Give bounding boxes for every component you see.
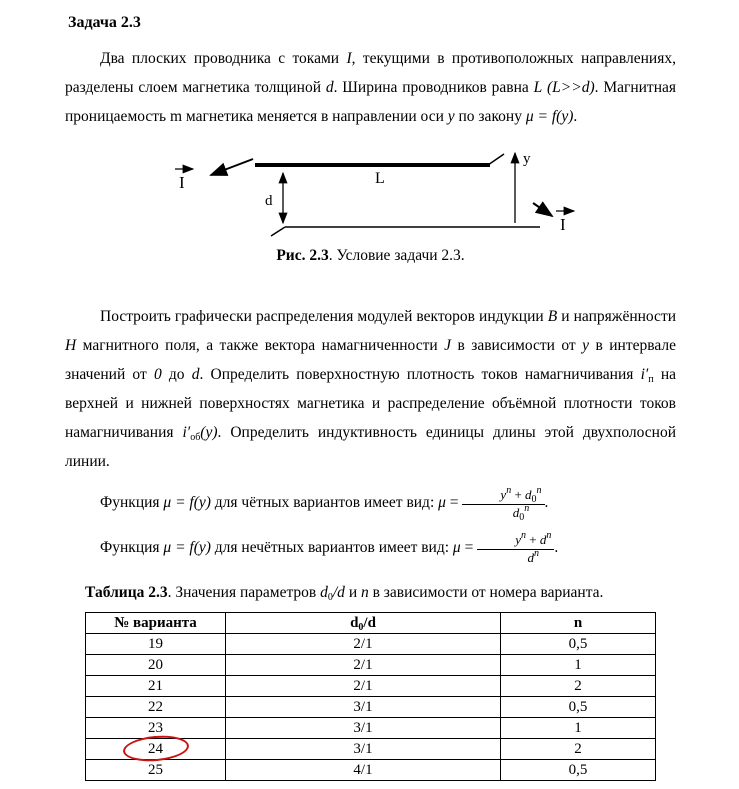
text-run: d xyxy=(512,505,520,520)
text-run: до xyxy=(161,366,192,383)
fraction-odd-numerator xyxy=(477,530,554,550)
text-run: μ = f(y) xyxy=(525,108,574,125)
variants-table-wrap xyxy=(85,612,655,781)
table-cell: 19 xyxy=(86,633,226,654)
text-run: Построить графически распределения модулей векторов индукции xyxy=(100,308,548,325)
text-run: + xyxy=(525,532,540,547)
table-cell: 0,5 xyxy=(501,696,656,717)
L-label: L xyxy=(375,170,385,187)
formula-even-prefix xyxy=(100,494,462,511)
text-run: H xyxy=(65,337,77,354)
text-run: для нечётных вариантов имеет вид: xyxy=(210,538,453,556)
text-run: и xyxy=(344,583,361,601)
text-run: в зависимости от номера варианта. xyxy=(368,583,604,601)
text-run: Функция xyxy=(100,494,164,511)
text-run: n xyxy=(546,530,552,541)
current-arrow-left-icon xyxy=(211,159,253,175)
table-row xyxy=(86,675,656,696)
text-run: n xyxy=(520,530,526,541)
text-run: I xyxy=(346,50,352,67)
fraction-odd-denominator xyxy=(477,547,554,566)
table-cell: 1 xyxy=(501,717,656,738)
table-cell: 2 xyxy=(501,675,656,696)
text-run: Два плоских проводника с токами xyxy=(100,50,347,67)
text-run: d xyxy=(325,79,334,96)
text-run: i′ xyxy=(182,424,191,441)
top-conductor-right-edge xyxy=(488,154,504,165)
fraction-even xyxy=(462,485,544,523)
text-run: 0 xyxy=(153,366,162,383)
text-run: y xyxy=(515,532,521,547)
table-cell: 22 xyxy=(86,696,226,717)
text-run: 0 xyxy=(519,512,525,523)
text-run: 0 xyxy=(327,591,333,603)
text-run: y xyxy=(582,337,590,354)
text-run: d xyxy=(527,549,535,565)
text-run: μ xyxy=(438,494,446,511)
text-run: J xyxy=(444,337,451,354)
text-run: L xyxy=(533,79,543,96)
text-run: п xyxy=(648,374,654,385)
table-row xyxy=(86,738,656,759)
text-run: + xyxy=(511,487,526,503)
table-cell: 21 xyxy=(86,675,226,696)
text-run: . Определить поверхностную плотность токов намагничивания xyxy=(199,366,641,383)
text-run: = xyxy=(445,494,463,511)
text-run: в зависимости от xyxy=(451,337,583,354)
table-cell: 25 xyxy=(86,759,226,780)
text-run: № варианта xyxy=(114,614,197,631)
text-run: Таблица 2.3 xyxy=(85,583,168,601)
text-run: n xyxy=(573,614,583,631)
text-run: d xyxy=(525,487,532,503)
table-row xyxy=(86,696,656,717)
figure-2-3 xyxy=(65,139,676,239)
text-run: , текущими в противоположных направлениях, разделены слоем магнетика толщиной xyxy=(65,50,676,96)
text-run: Рис. 2.3 xyxy=(276,247,329,264)
figure-caption xyxy=(65,241,676,270)
text-run: . Условие задачи 2.3. xyxy=(328,247,465,264)
table-row xyxy=(86,654,656,675)
problem-statement-paragraph xyxy=(65,44,676,131)
table-cell: 2/1 xyxy=(226,654,501,675)
text-run: для чётных вариантов имеет вид: xyxy=(210,494,439,511)
text-run: 0 xyxy=(358,621,364,633)
text-run: d xyxy=(350,614,359,631)
table-cell: 3/1 xyxy=(226,738,501,759)
table-cell: 4/1 xyxy=(226,759,501,780)
table-cell: 2/1 xyxy=(226,633,501,654)
table-caption xyxy=(85,582,676,604)
text-run: = xyxy=(460,538,478,556)
text-run: /d xyxy=(332,583,345,601)
text-run: d xyxy=(539,532,547,547)
y-axis-label: y xyxy=(523,151,531,167)
text-run: (y) xyxy=(200,424,218,441)
text-run: μ = f(y) xyxy=(163,538,211,556)
table-row xyxy=(86,759,656,780)
table-cell: 2 xyxy=(501,738,656,759)
text-run: . Ширина проводников равна xyxy=(333,79,534,96)
current-label-left: I xyxy=(179,173,185,192)
table-cell: 20 xyxy=(86,654,226,675)
table-row xyxy=(86,717,656,738)
fraction-odd xyxy=(477,530,554,566)
text-run: μ = f(y) xyxy=(163,494,211,511)
table-cell: 24 xyxy=(86,738,226,759)
bottom-conductor-left-edge xyxy=(271,227,285,236)
text-run: по закону xyxy=(454,108,526,125)
conductors-diagram xyxy=(65,139,676,239)
formula-odd-suffix: . xyxy=(554,538,559,556)
text-run: об xyxy=(190,432,201,443)
text-run: магнитного поля, а также вектора намагниченности xyxy=(76,337,445,354)
text-run: n xyxy=(534,547,540,559)
text-run: в интервале значений от xyxy=(65,337,676,383)
text-run: Функция xyxy=(100,538,164,556)
text-run: d xyxy=(191,366,200,383)
d-label: d xyxy=(265,193,273,209)
table-cell: 23 xyxy=(86,717,226,738)
text-run: i′ xyxy=(640,366,649,383)
text-run: n xyxy=(506,485,512,497)
text-run: и напряжённости xyxy=(557,308,677,325)
table-cell: 3/1 xyxy=(226,696,501,717)
text-run: n xyxy=(524,503,530,514)
text-run: 0 xyxy=(531,494,537,506)
col-header-variant xyxy=(86,612,226,633)
text-run: n xyxy=(360,583,369,601)
fraction-even-denominator xyxy=(462,505,544,521)
formula-even-suffix: . xyxy=(544,494,549,511)
table-cell: 3/1 xyxy=(226,717,501,738)
text-run: . Магнитная проницаемость m магнетика меняется в направлении оси xyxy=(65,79,677,125)
table-cell: 1 xyxy=(501,654,656,675)
table-cell: 2/1 xyxy=(226,675,501,696)
formula-odd-prefix xyxy=(100,539,477,556)
text-run: . xyxy=(573,108,578,125)
table-header-row xyxy=(86,612,656,633)
col-header-d0d xyxy=(226,612,501,633)
fraction-even-numerator xyxy=(462,485,544,506)
table-body xyxy=(86,633,656,780)
text-run: d xyxy=(320,583,328,601)
task-paragraph xyxy=(65,302,676,476)
table-cell: 0,5 xyxy=(501,633,656,654)
formula-even-variants xyxy=(65,485,676,523)
text-run: y xyxy=(500,487,507,503)
text-run: . Определить индуктивность единицы длины этой двухполосной линии. xyxy=(65,424,676,470)
text-run: μ xyxy=(452,538,461,556)
text-run: B xyxy=(547,308,558,325)
text-run: /d xyxy=(363,614,376,631)
table-row xyxy=(86,633,656,654)
text-run: y xyxy=(447,108,455,125)
table-cell: 0,5 xyxy=(501,759,656,780)
text-run: на верхней и нижней поверхностях магнетика и распределение объёмной плотности токов намагничивания xyxy=(65,366,677,441)
text-run: . Значения параметров xyxy=(167,583,321,601)
text-run: n xyxy=(536,485,542,497)
current-label-right: I xyxy=(560,215,566,234)
col-header-n xyxy=(501,612,656,633)
current-arrow-right-icon xyxy=(533,203,552,216)
variants-table xyxy=(85,612,656,781)
text-run: (L>>d) xyxy=(547,79,595,96)
formula-odd-variants xyxy=(65,530,676,566)
problem-title: Задача 2.3 xyxy=(68,14,141,31)
